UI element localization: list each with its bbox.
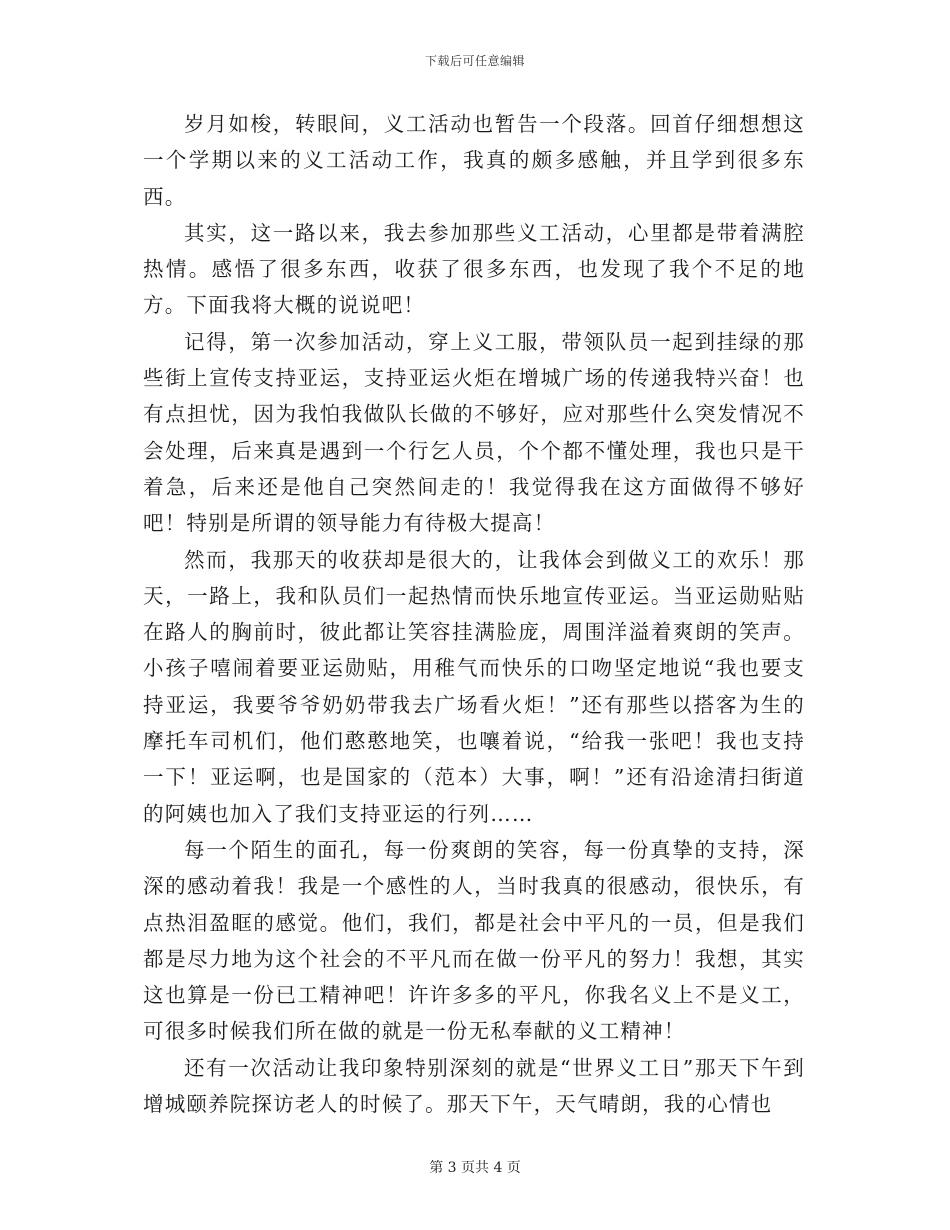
- paragraph-1: 岁月如梭，转眼间，义工活动也暂告一个段落。回首仔细想想这一个学期以来的义工活动工作，我真的颇多感触，并且学到很多东西。: [143, 112, 805, 209]
- paragraph-5: 每一个陌生的面孔，每一份爽朗的笑容，每一份真挚的支持，深深的感动着我！我是一个感性的人，当时我真的很感动，很快乐，有点热泪盈眶的感觉。他们，我们，都是社会中平凡的一员，但是我们都是尽力地为这个社会的不平凡而在做一份平凡的努力！我想，其实这也算是一份已工精神吧！许许多多的平凡，你我名义上不是义工，可很多时候我们所在做的就是一份无私奉献的义工精神！: [143, 837, 805, 1044]
- document-body: [143, 106, 805, 1122]
- paragraph-6: 还有一次活动让我印象特别深刻的就是“世界义工日”那天下午到增城颐养院探访老人的时候了。那天下午，天气晴朗，我的心情也: [143, 1055, 805, 1117]
- page-number-footer: 第 3 页共 4 页: [429, 1160, 521, 1176]
- paragraph-3: 记得，第一次参加活动，穿上义工服，带领队员一起到挂绿的那些街上宣传支持亚运，支持亚运火炬在增城广场的传递我特兴奋！也有点担忧，因为我怕我做队长做的不够好，应对那些什么突发情况不会处理，后来真是遇到一个行乞人员，个个都不懂处理，我也只是干着急，后来还是他自己突然间走的！我觉得我在这方面做得不够好吧！特别是所谓的领导能力有待极大提高！: [143, 329, 805, 536]
- paragraph-4: 然而，我那天的收获却是很大的，让我体会到做义工的欢乐！那天，一路上，我和队员们一起热情而快乐地宣传亚运。当亚运勋贴贴在路人的胸前时，彼此都让笑容挂满脸庞，周围洋溢着爽朗的笑声。小孩子嘻闹着要亚运勋贴，用稚气而快乐的口吻坚定地说“我也要支持亚运，我要爷爷奶奶带我去广场看火炬！”还有那些以搭客为生的摩托车司机们，他们憨憨地笑，也嚷着说，“给我一张吧！我也支持一下！亚运啊，也是国家的（范本）大事，啊！”还有沿途清扫街道的阿姨也加入了我们支持亚运的行列……: [143, 547, 805, 826]
- page-header-note: 下载后可任意编辑: [424, 54, 525, 68]
- paragraph-2: 其实，这一路以来，我去参加那些义工活动，心里都是带着满腔热情。感悟了很多东西，收获了很多东西，也发现了我个不足的地方。下面我将大概的说说吧！: [143, 220, 805, 318]
